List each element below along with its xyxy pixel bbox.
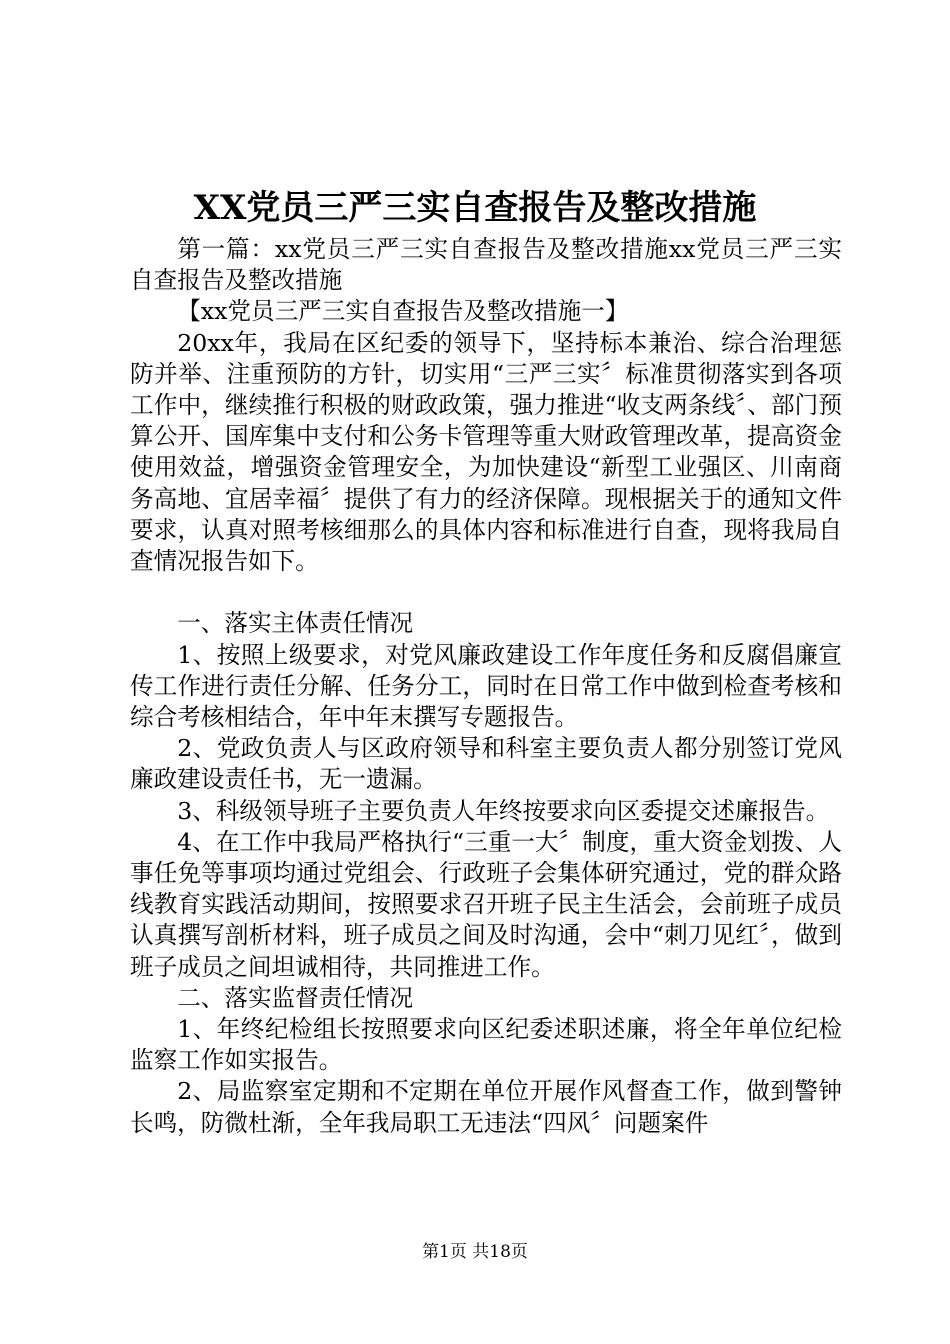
paragraph-item-1: 1、按照上级要求，对党风廉政建设工作年度任务和反腐倡廉宣传工作进行责任分解、任务分工，同时在日常工作中做到检查考核和综合考核相结合，年中年末撰写专题报告。 (130, 640, 842, 732)
paragraph-item-3: 3、科级领导班子主要负责人年终按要求向区委提交述廉报告。 (177, 796, 830, 825)
document-title: XX党员三严三实自查报告及整改措施 (193, 188, 757, 228)
document-body (130, 234, 842, 1139)
paragraph-spacer (130, 577, 842, 608)
paragraph-heading-part-one: 【xx党员三严三实自查报告及整改措施一】 (177, 297, 629, 326)
paragraph-supervision-item-1: 1、年终纪检组长按照要求向区纪委述职述廉，将全年单位纪检监察工作如实报告。 (130, 1015, 842, 1075)
section-heading-supervision: 二、落实监督责任情况 (177, 983, 414, 1012)
section-heading-main-responsibility: 一、落实主体责任情况 (177, 609, 414, 638)
paragraph-summary: 20xx年，我局在区纪委的领导下，坚持标本兼治、综合治理惩防并举、注重预防的方针，切实用“三严三实〞标准贯彻落实到各项工作中，继续推行积极的财政政策，强力推进“收支两条线〞、部门预算公开、国库集中支付和公务卡管理等重大财政管理改革，提高资金使用效益，增强资金管理安全，为加快建设“新型工业强区、川南商务高地、宜居幸福〞提供了有力的经济保障。现根据关于的通知文件要求，认真对照考核细那么的具体内容和标准进行自查，现将我局自查情况报告如下。 (130, 328, 842, 576)
paragraph-supervision-item-2: 2、局监察室定期和不定期在单位开展作风督查工作，做到警钟长鸣，防微杜渐，全年我局职工无违法“四风〞问题案件 (130, 1077, 842, 1137)
page-number-footer: 第1页 共18页 (422, 1242, 528, 1262)
paragraph-item-2: 2、党政负责人与区政府领导和科室主要负责人都分别签订党风廉政建设责任书，无一遗漏。 (130, 734, 842, 794)
paragraph-intro: 第一篇：xx党员三严三实自查报告及整改措施xx党员三严三实自查报告及整改措施 (130, 235, 842, 295)
paragraph-item-4: 4、在工作中我局严格执行“三重一大〞制度，重大资金划拨、人事任免等事项均通过党组会、行政班子会集体研究通过，党的群众路线教育实践活动期间，按照要求召开班子民主生活会，会前班子成员认真撰写剖析材料，班子成员之间及时沟通，会中“刺刀见红〞，做到班子成员之间坦诚相待，共同推进工作。 (130, 827, 842, 981)
